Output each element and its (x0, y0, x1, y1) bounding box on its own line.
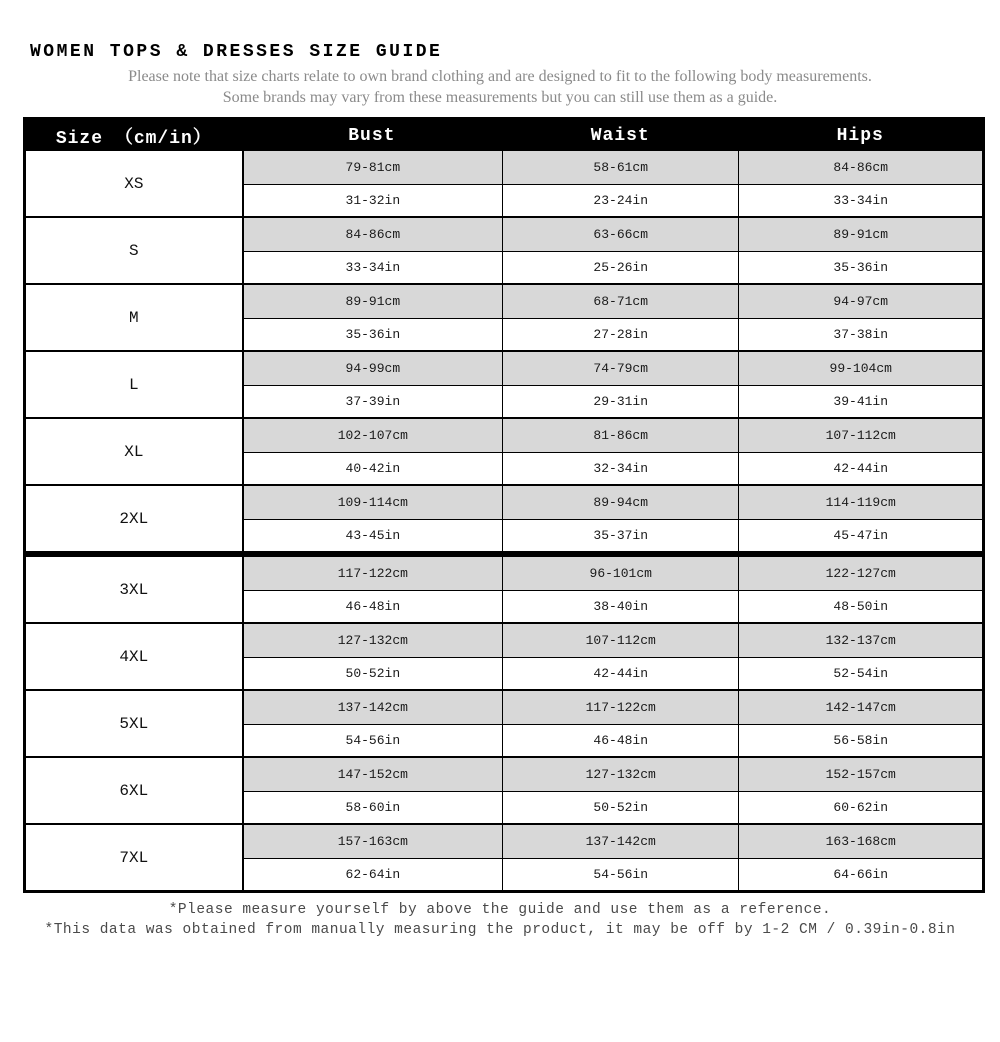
measurement-cell-cm: 142-147cm (738, 691, 981, 724)
measurement-cell-in: 25-26in (502, 251, 739, 284)
measurement-cell-cm: 94-97cm (738, 285, 981, 318)
measurement-cell-cm: 127-132cm (242, 624, 502, 657)
measurement-cell-cm: 99-104cm (738, 352, 981, 385)
measurement-cell-in: 42-44in (738, 452, 981, 485)
measurement-cell-in: 23-24in (502, 184, 739, 217)
measurement-cell-cm: 109-114cm (242, 486, 502, 519)
size-label: 4XL (26, 624, 242, 689)
measurement-cell-in: 39-41in (738, 385, 981, 418)
measurement-cell-in: 33-34in (242, 251, 502, 284)
size-label: 2XL (26, 486, 242, 551)
measurement-cell-in: 29-31in (502, 385, 739, 418)
measurement-cell-cm: 89-94cm (502, 486, 739, 519)
measurement-cell-in: 46-48in (242, 590, 502, 623)
size-guide-page (0, 42, 1000, 1042)
subtitle-line-1: Please note that size charts relate to own brand clothing and are designed to fit to the following body measurements. (128, 68, 872, 85)
size-label: XS (26, 151, 242, 216)
size-label: S (26, 218, 242, 283)
measurement-cell-in: 37-39in (242, 385, 502, 418)
measurement-cell-in: 27-28in (502, 318, 739, 351)
measurement-cell-cm: 84-86cm (738, 151, 981, 184)
measurement-cell-cm: 132-137cm (738, 624, 981, 657)
measurement-cell-cm: 152-157cm (738, 758, 981, 791)
size-row-m (26, 283, 982, 350)
size-label: 3XL (26, 557, 242, 622)
header-size: Size （cm/in） (55, 128, 212, 149)
measurement-cell-cm: 137-142cm (502, 825, 739, 858)
measurement-cell-in: 37-38in (738, 318, 981, 351)
measurement-cell-in: 52-54in (738, 657, 981, 690)
size-label: L (26, 352, 242, 417)
size-row-3xl (26, 555, 982, 622)
measurement-cell-cm: 137-142cm (242, 691, 502, 724)
measurement-cell-cm: 96-101cm (502, 557, 739, 590)
measurement-cell-cm: 89-91cm (738, 218, 981, 251)
measurement-cell-in: 46-48in (502, 724, 739, 757)
size-row-5xl (26, 689, 982, 756)
measurement-cell-in: 60-62in (738, 791, 981, 824)
measurement-cell-in: 32-34in (502, 452, 739, 485)
size-label: 6XL (26, 758, 242, 823)
measurement-cell-cm: 117-122cm (502, 691, 739, 724)
measurement-cell-cm: 89-91cm (242, 285, 502, 318)
measurement-cell-cm: 147-152cm (242, 758, 502, 791)
measurement-cell-in: 35-37in (502, 519, 739, 552)
measurement-cell-cm: 127-132cm (502, 758, 739, 791)
measurement-cell-in: 56-58in (738, 724, 981, 757)
header-waist: Waist (590, 125, 650, 146)
size-label: XL (26, 419, 242, 484)
measurement-cell-cm: 122-127cm (738, 557, 981, 590)
measurement-cell-cm: 81-86cm (502, 419, 739, 452)
page-title: WOMEN TOPS & DRESSES SIZE GUIDE (30, 42, 443, 62)
header-bust: Bust (348, 125, 396, 146)
size-table (23, 117, 985, 893)
measurement-cell-cm: 74-79cm (502, 352, 739, 385)
measurement-cell-in: 50-52in (242, 657, 502, 690)
size-row-s (26, 216, 982, 283)
measurement-cell-in: 42-44in (502, 657, 739, 690)
measurement-cell-in: 48-50in (738, 590, 981, 623)
measurement-cell-in: 54-56in (242, 724, 502, 757)
measurement-cell-cm: 94-99cm (242, 352, 502, 385)
measurement-cell-cm: 107-112cm (502, 624, 739, 657)
measurement-cell-in: 54-56in (502, 858, 739, 891)
size-row-6xl (26, 756, 982, 823)
measurement-cell-cm: 84-86cm (242, 218, 502, 251)
measurement-cell-cm: 114-119cm (738, 486, 981, 519)
measurement-cell-cm: 163-168cm (738, 825, 981, 858)
table-header-row (26, 120, 982, 151)
measurement-cell-in: 62-64in (242, 858, 502, 891)
measurement-cell-cm: 63-66cm (502, 218, 739, 251)
size-row-7xl (26, 823, 982, 890)
measurement-cell-in: 40-42in (242, 452, 502, 485)
size-label: 7XL (26, 825, 242, 890)
measurement-cell-cm: 79-81cm (242, 151, 502, 184)
header-hips: Hips (836, 125, 884, 146)
measurement-cell-cm: 102-107cm (242, 419, 502, 452)
footer-note-1: *Please measure yourself by above the guide and use them as a reference. (168, 902, 832, 918)
measurement-cell-cm: 107-112cm (738, 419, 981, 452)
measurement-cell-in: 31-32in (242, 184, 502, 217)
measurement-cell-cm: 58-61cm (502, 151, 739, 184)
measurement-cell-cm: 157-163cm (242, 825, 502, 858)
table-body (26, 151, 982, 890)
measurement-cell-in: 38-40in (502, 590, 739, 623)
measurement-cell-in: 43-45in (242, 519, 502, 552)
size-row-4xl (26, 622, 982, 689)
measurement-cell-in: 50-52in (502, 791, 739, 824)
size-row-xl (26, 417, 982, 484)
measurement-cell-in: 58-60in (242, 791, 502, 824)
size-row-2xl (26, 484, 982, 551)
measurement-cell-cm: 117-122cm (242, 557, 502, 590)
measurement-cell-in: 45-47in (738, 519, 981, 552)
size-row-l (26, 350, 982, 417)
size-label: M (26, 285, 242, 350)
footer-note-2: *This data was obtained from manually measuring the product, it may be off by 1-2 CM / 0.39in-0.8in (44, 922, 956, 938)
measurement-cell-in: 35-36in (738, 251, 981, 284)
size-row-xs (26, 151, 982, 216)
measurement-cell-in: 33-34in (738, 184, 981, 217)
measurement-cell-in: 35-36in (242, 318, 502, 351)
measurement-cell-in: 64-66in (738, 858, 981, 891)
subtitle-line-2: Some brands may vary from these measurements but you can still use them as a guide. (222, 89, 778, 106)
measurement-cell-cm: 68-71cm (502, 285, 739, 318)
size-label: 5XL (26, 691, 242, 756)
